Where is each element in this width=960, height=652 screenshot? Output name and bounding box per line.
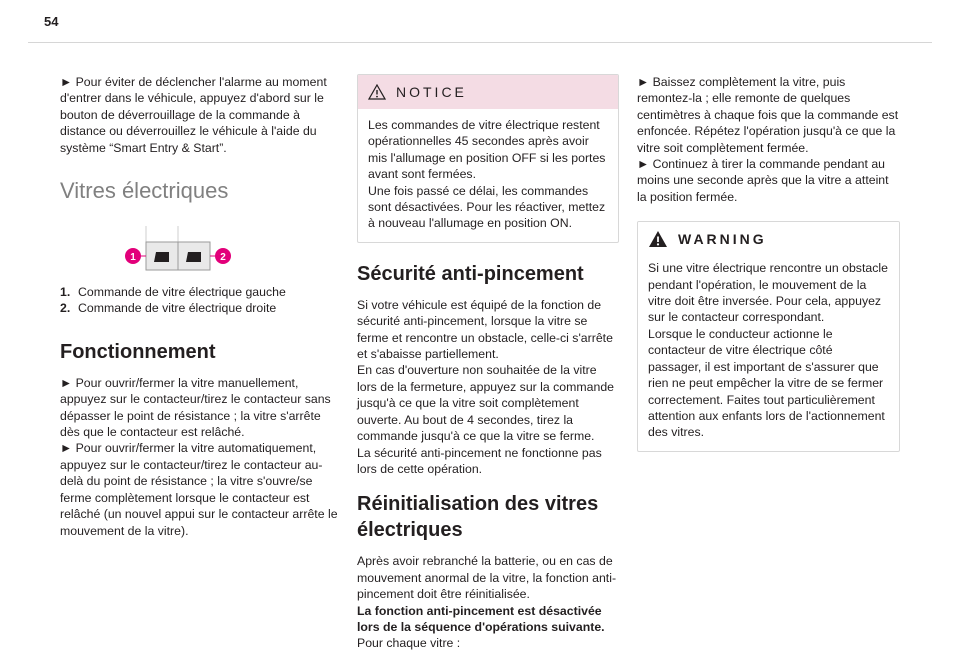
notice-title: NOTICE — [396, 84, 467, 100]
reset-text: Après avoir rebranché la batterie, ou en cas de mouvement anormal de la vitre, la fonction anti-pincement doit être réinitialisée. — [357, 554, 617, 602]
reset-step: ► Continuez à tirer la commande pendant au moins une seconde après que la vitre a atteint la position fermée. — [637, 157, 889, 204]
section-title-anti-pinch: Sécurité anti-pincement — [357, 262, 584, 285]
warning-header — [638, 222, 899, 256]
warning-text: Si une vitre électrique rencontre un obstacle pendant l'opération, le mouvement de la vitre doit être inversée. Pour cela, appuyez sur le contacteur correspondant. — [648, 261, 888, 325]
header-divider — [28, 42, 932, 43]
caution-triangle-icon — [368, 84, 386, 100]
anti-pinch-text: Si votre véhicule est équipé de la fonction de sécurité anti-pincement, lorsque la vitre se ferme et rencontre un obstacle, celle-ci s'arrête et s'abaisse partiellement. — [357, 297, 613, 362]
alarm-tip: ► Pour éviter de déclencher l'alarme au moment d'entrer dans le véhicule, appuyez d'abord sur le bouton de déverrouillage de la commande à distance ou déverrouillez le véhicule à l'aide du système “Smart Entry & Start”. — [60, 75, 327, 155]
section-title-reset: Réinitialisation des vitres électriques — [357, 493, 599, 542]
auto-operation-text: ► Pour ouvrir/fermer la vitre automatiquement, appuyez sur le contacteur/tirez le contacteur au-delà du point de résistance ; la vitre s'ouvre/se ferme complètement lorsque le contacteur est relâché (un nouvel appui sur le contacteur arrête le mouvement de la vitre). — [60, 441, 338, 538]
warning-title: WARNING — [678, 231, 767, 248]
warning-text: Lorsque le conducteur actionne le contacteur de vitre électrique côté passager, il est important de s'assurer que rien ne peut empêcher la vitre de se fermer correctement. Faites tout particulièrement attention aux enfants lors de l'actionnement des vitres. — [648, 326, 885, 440]
notice-body — [358, 109, 618, 242]
switch-list — [60, 284, 340, 317]
page-number: 54 — [44, 14, 59, 29]
notice-box — [357, 74, 619, 243]
section-title-electric-windows: Vitres électriques — [60, 178, 229, 204]
list-item: 2. Commande de vitre électrique droite — [60, 301, 277, 316]
manual-operation-text: ► Pour ouvrir/fermer la vitre manuellement, appuyez sur le contacteur/tirez le contacteur sans dépasser le point de résistance ; la vitre s'arrête dès que le contacteur est relâché. — [60, 375, 331, 440]
column-left — [60, 74, 340, 539]
anti-pinch-text: En cas d'ouverture non souhaitée de la vitre lors de la fermeture, appuyez sur la commande jusqu'à ce que la vitre soit complètement ouverte. Au bout de 4 secondes, tirez la commande jusqu'à ce que la vitre se ferme. — [357, 363, 614, 444]
callout-2-label: 2 — [220, 252, 226, 264]
warning-triangle-icon — [648, 230, 668, 248]
warning-body — [638, 256, 899, 450]
reset-tail-text: Pour chaque vitre : — [357, 636, 461, 651]
window-switch-diagram — [90, 220, 250, 276]
notice-text: Une fois passé ce délai, les commandes sont désactivées. Pour les réactiver, mettez à nouveau l'allumage en position ON. — [368, 183, 606, 231]
warning-box — [637, 221, 900, 451]
reset-step: ► Baissez complètement la vitre, puis remontez-la ; elle remonte de quelques centimètres à chaque fois que la commande est enfoncée. Répétez l'opération jusqu'à ce que la vitre soit complètement fermée. — [637, 75, 899, 155]
callout-1-label: 1 — [130, 252, 136, 264]
window-switch-illustration — [90, 220, 250, 276]
anti-pinch-text: La sécurité anti-pincement ne fonctionne pas lors de cette opération. — [357, 445, 602, 476]
reset-bold-text: La fonction anti-pincement est désactivée lors de la séquence d'opérations suivante. — [357, 603, 605, 634]
column-right — [637, 74, 900, 452]
notice-text: Les commandes de vitre électrique restent opérationnelles 45 secondes après avoir mis l'allumage en position OFF si les portes avant sont fermées. — [368, 118, 606, 182]
column-middle — [357, 74, 619, 652]
section-title-operation: Fonctionnement — [60, 340, 216, 363]
notice-header — [358, 75, 618, 109]
list-item: 1. Commande de vitre électrique gauche — [60, 285, 286, 300]
